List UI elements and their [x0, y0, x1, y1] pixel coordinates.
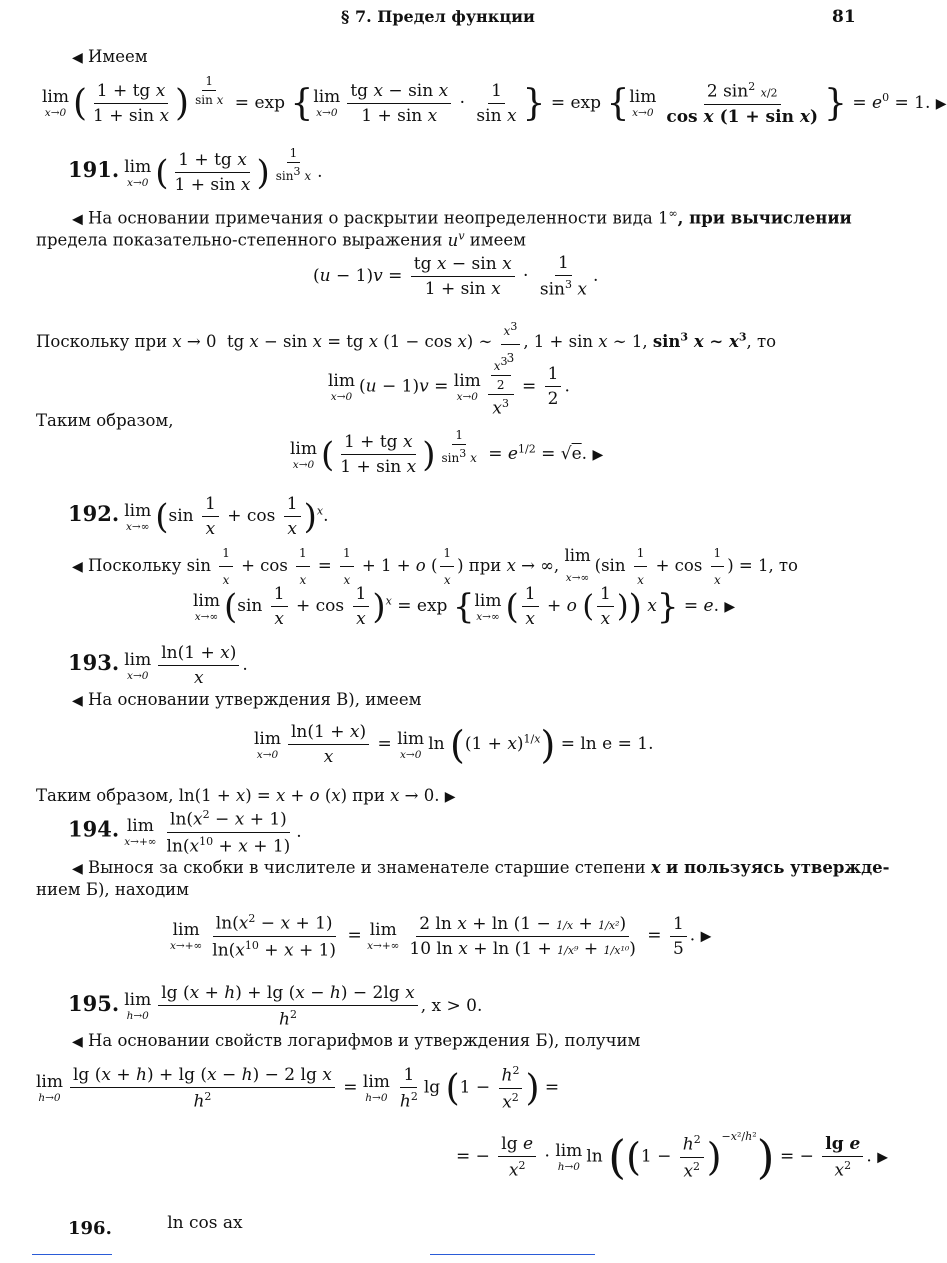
problem-193-thus: Таким образом, ln(1 + x) = x + o (x) при x → 0. ▶: [36, 786, 456, 805]
problem-194-intro: ◀ Вынося за скобки в числителе и знаменателе старшие степени x и пользуясь утвержде-: [72, 858, 890, 877]
intro-line: ◀ Имеем: [72, 47, 148, 66]
problem-191-intro: ◀ На основании примечания о раскрытии неопределенности вида 1∞, при вычислении: [72, 207, 852, 228]
problem-194-intro-2: нием Б), находим: [36, 880, 189, 899]
problem-191-thus: Таким образом,: [36, 411, 174, 430]
problem-195: 195. lim h→0 $\frac{\text{lg (x + h) + lg (x − h) − 2lg x}}{h^2}$ , x > 0.: [68, 983, 483, 1030]
formula-195-a: lim h→0 $\frac{\text{lg (x + h) + lg (x − h) − 2 lg x}}{h^2}$ = lim h→0 $\frac{1}{h^2}$ lg (1 − $\frac{h^2}{x^2}$ ) =: [36, 1064, 560, 1113]
page-number: 81: [832, 7, 856, 27]
triangle-right-icon: ▶: [935, 95, 947, 112]
problem-191: 191. lim x→0 ( $\frac{\text{1 + tg x}}{\text{1 + sin x}}$ ) $\frac{1}{\sin^3 x}$ .: [68, 146, 323, 195]
triangle-left-icon: ◀: [72, 50, 83, 66]
formula-193: lim x→0 $\frac{\ln(1 + x)}{x}$ = lim x→0 $\ln ((1 + x)^{1/x}) = \ln e = 1$.: [254, 722, 654, 767]
formula-191-c: lim x→0 ( $\frac{\text{1 + tg x}}{\text{1 + sin x}}$ ) $\frac{1}{\sin^3 x}$ = $e^{1/2} = √e$. ▶: [290, 428, 604, 477]
formula-192: lim x→∞ (sin $\frac{1}{x}$ + cos $\frac{1}{x}$ )$^x$ = exp { lim x→∞ ( $\frac{1}{x}$ + o ( $\frac{1}{x}$ )) x} = e. ▶: [193, 584, 736, 629]
formula-194: lim x→+∞ $\frac{\ln(x^2 - x + 1)}{\ln(x^{10} + x + 1)}$ = lim x→+∞ $\frac{\text{2 ln x + ln (1 − 1/x + 1/x²)}}{\text{10 ln x + ln (1 + 1/x⁹ + 1/x¹⁰)}}$ = $\frac{1}{5}$ . ▶: [170, 912, 712, 961]
problem-195-intro: ◀ На основании свойств логарифмов и утверждения Б), получим: [72, 1031, 641, 1050]
problem-192-since: ◀ Поскольку sin $\frac{1}{x}$ + cos $\frac{1}{x}$ = $\frac{1}{x}$ + 1 + o ( $\frac{1}{x}$ ) при x → ∞, lim x→∞ (sin $\frac{1}{x}$ + cos $\frac{1}{x}$ ) = 1, то: [72, 542, 798, 591]
problem-192: 192. lim x→∞ (sin $\frac{1}{x}$ + cos $\frac{1}{x}$ )$^x$.: [68, 494, 329, 539]
section-title: § 7. Предел функции: [341, 7, 535, 26]
problem-193: 193. lim x→0 $\frac{\ln(1 + x)}{x}$ .: [68, 643, 248, 688]
problem-196-partial: 196. ln cos ax: [68, 1213, 243, 1239]
problem-191-intro-2: предела показательно-степенного выражения $u^v$ имеем: [36, 229, 526, 250]
formula-191-b: lim x→0 (u − 1)v = lim x→0 $\frac{\frac{x^3}{2}}{x^3}$ = $\frac{1}{2}$ .: [328, 355, 570, 419]
footer-link-right[interactable]: [430, 1254, 595, 1255]
problem-191-since: Поскольку при x → 0 tg x − sin x = tg x (1 − cos x) ∼ $\frac{x^3}{3}$ , 1 + sin x ∼ 1, $\sin^3 x$ ∼ $x^3$, то: [36, 316, 776, 369]
problem-193-intro: ◀ На основании утверждения В), имеем: [72, 690, 422, 709]
problem-194: 194. lim x→+∞ $\frac{\ln(x^2 - x + 1)}{\ln(x^{10} + x + 1)}$ .: [68, 808, 302, 857]
footer-link-left[interactable]: [32, 1254, 112, 1255]
formula-195-b: = − $\frac{\text{lg e}}{x^2}$ · lim h→0 ln ((1 − $\frac{h^2}{x^2}$ )$^{-x^2/h^2}$) = − $\frac{\text{lg e}}{x^2}$ . ▶: [456, 1130, 888, 1184]
formula-191-a: (u − 1)v = $\frac{\text{tg x − sin x}}{\text{1 + sin x}}$ · $\frac{1}{\sin^3 x}$ .: [313, 253, 599, 300]
formula-intro: lim x→0 ( $\frac{\text{1 + tg x}}{\text{1 + sin x}}$ ) $\frac{1}{\text{sin x}}$ = exp { lim x→0 $\frac{\text{tg x − sin x}}{\text{1 + sin x}}$ · $\frac{1}{\text{sin x}}$ } = exp { lim x→0 $\frac{2 \sin^2 x/2}{\text{cos x (1 + sin x)}}$ } = $e^0 = 1$. ▶: [42, 74, 947, 127]
